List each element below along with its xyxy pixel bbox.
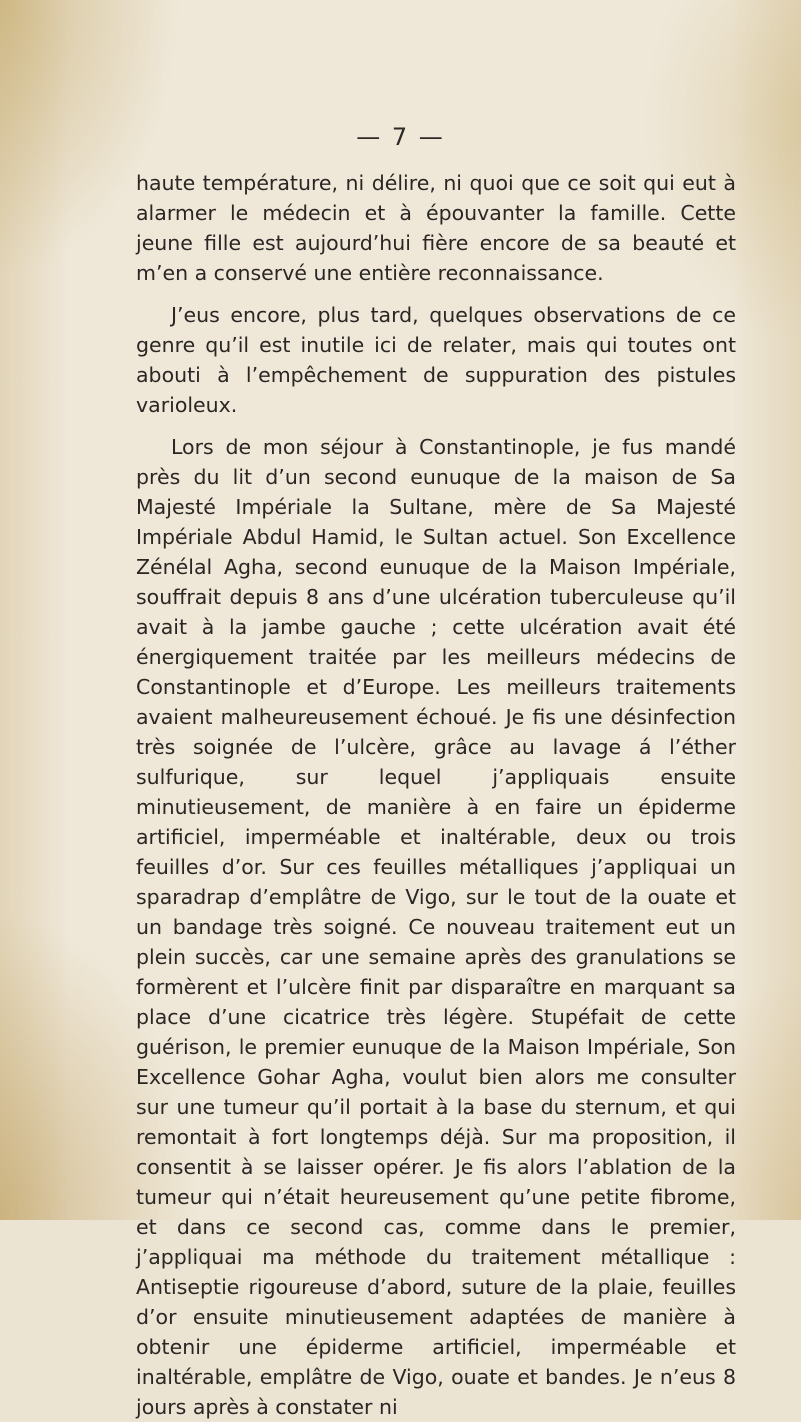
page-number: — 7 —	[356, 123, 445, 151]
body-text	[136, 168, 736, 1422]
paragraph-2: J’eus encore, plus tard, quelques observations de ce genre qu’il est inutile ici de relater, mais qui toutes ont abouti à l’empêchement de suppuration des pistules varioleux.	[136, 303, 736, 417]
paragraph-1: haute température, ni délire, ni quoi que ce soit qui eut à alarmer le médecin et à épouvanter la famille. Cette jeune fille est aujourd’hui fière encore de sa beauté et m’en a conservé une entière reconnaissance.	[136, 171, 736, 285]
paragraph-3: Lors de mon séjour à Constantinople, je fus mandé près du lit d’un second eunuque de la maison de Sa Majesté Impériale la Sultane, mère de Sa Majesté Impériale Abdul Hamid, le Sultan actuel. Son Excellence Zénélal Agha, second eunuque de la Maison Impériale, souffrait depuis 8 ans d’une ulcération tuberculeuse qu’il avait à la jambe gauche ; cette ulcération avait été énergiquement traitée par les meilleurs médecins de Constantinople et d’Europe. Les meilleurs traitements avaient malheureusement échoué. Je fis une désinfection très soignée de l’ulcère, grâce au lavage á l’éther sulfurique, sur lequel j’appliquais ensuite minutieusement, de manière à en faire un épiderme artificiel, imperméable et inaltérable, deux ou trois feuilles d’or. Sur ces feuilles métalliques j’appliquai un sparadrap d’emplâtre de Vigo, sur le tout de la ouate et un bandage très soigné. Ce nouveau traitement eut un plein succès, car une semaine après des granulations se formèrent et l’ulcère finit par disparaître en marquant sa place d’une cicatrice très légère. Stupéfait de cette guérison, le premier eunuque de la Maison Impériale, Son Excellence Gohar Agha, voulut bien alors me consulter sur une tumeur qu’il portait à la base du sternum, et qui remontait à fort longtemps déjà. Sur ma proposition, il consentit à se laisser opérer. Je fis alors l’ablation de la tumeur qui n’était heureusement qu’une petite fibrome, et dans ce second cas, comme dans le premier, j’appliquai ma méthode du traitement métallique : Antiseptie rigoureuse d’abord, suture de la plaie, feuilles d’or ensuite minutieusement adaptées de manière à obtenir une épiderme artificiel, imperméable et inaltérable, emplâtre de Vigo, ouate et bandes. Je n’eus 8 jours après à constater ni	[136, 435, 736, 1419]
